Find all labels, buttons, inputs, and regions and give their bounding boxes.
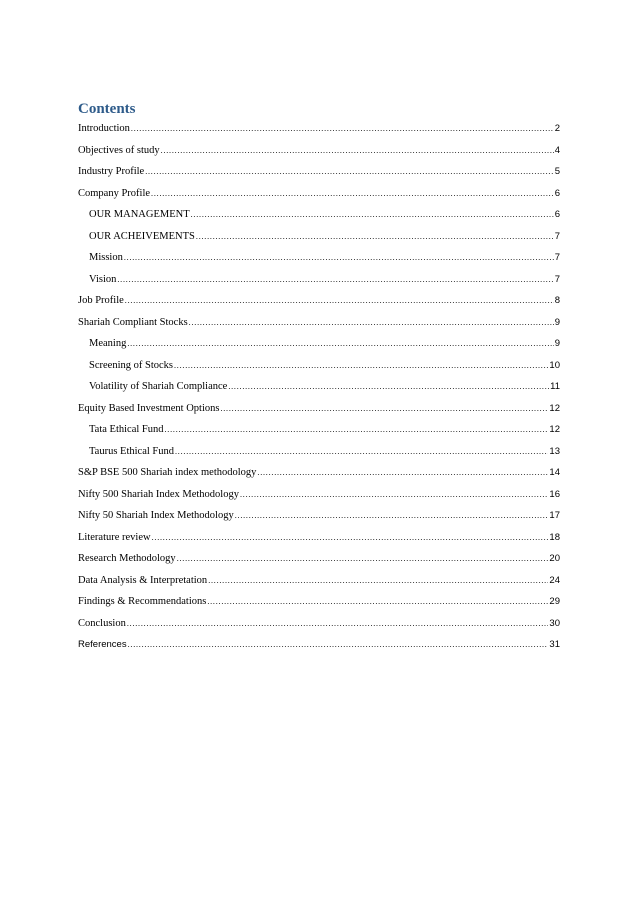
toc-entry-title[interactable]: Mission [89, 252, 123, 263]
toc-entry-title[interactable]: Literature review [78, 531, 151, 543]
toc-entry-page-number[interactable]: 10 [549, 359, 560, 371]
toc-entry-page-number[interactable]: 7 [554, 252, 560, 263]
toc-entry-title[interactable]: Research Methodology [78, 553, 176, 564]
dot-leader [257, 465, 548, 481]
toc-entry-page-number[interactable]: 5 [554, 166, 560, 177]
table-of-contents [78, 121, 560, 659]
toc-entry-title[interactable]: References [78, 639, 127, 650]
dot-leader [165, 422, 549, 438]
toc-entry-title[interactable]: Meaning [89, 338, 127, 349]
toc-entry[interactable] [78, 186, 560, 208]
dot-leader [220, 401, 548, 417]
toc-entry-page-number[interactable]: 6 [554, 209, 560, 220]
toc-entry[interactable] [78, 508, 560, 530]
dot-leader [177, 551, 549, 567]
toc-entry-page-number[interactable]: 29 [549, 596, 560, 607]
toc-entry[interactable] [78, 379, 560, 401]
toc-entry-page-number[interactable]: 7 [554, 230, 560, 242]
toc-entry-page-number[interactable]: 18 [549, 531, 560, 543]
toc-entry-title[interactable]: Nifty 50 Shariah Index Methodology [78, 510, 234, 521]
toc-entry-page-number[interactable]: 2 [554, 123, 560, 134]
toc-entry-title[interactable]: Screening of Stocks [89, 359, 173, 371]
toc-entry-title[interactable]: Vision [89, 273, 117, 285]
toc-entry[interactable] [78, 487, 560, 509]
toc-entry[interactable] [78, 121, 560, 143]
dot-leader [127, 336, 553, 352]
toc-entry-title[interactable]: Data Analysis & Interpretation [78, 574, 208, 586]
toc-entry-page-number[interactable]: 13 [549, 445, 560, 457]
toc-entry-page-number[interactable]: 31 [549, 639, 560, 650]
dot-leader [161, 143, 554, 159]
dot-leader [117, 272, 553, 288]
toc-entry-title[interactable]: Volatility of Shariah Compliance [89, 381, 228, 392]
dot-leader [240, 487, 548, 503]
toc-entry-page-number[interactable]: 17 [549, 510, 560, 521]
dot-leader [131, 121, 554, 137]
toc-entry[interactable] [78, 465, 560, 487]
toc-entry-page-number[interactable]: 20 [549, 553, 560, 564]
toc-entry-page-number[interactable]: 24 [549, 574, 560, 586]
toc-entry[interactable] [78, 358, 560, 380]
dot-leader [152, 530, 549, 546]
toc-entry-title[interactable]: OUR MANAGEMENT [89, 209, 190, 220]
toc-entry-page-number[interactable]: 16 [549, 488, 560, 500]
dot-leader [125, 293, 554, 309]
toc-entry-page-number[interactable]: 14 [549, 467, 560, 478]
toc-entry[interactable] [78, 143, 560, 165]
toc-entry[interactable] [78, 164, 560, 186]
toc-entry-page-number[interactable]: 8 [554, 295, 560, 306]
toc-heading: Contents [78, 101, 136, 117]
toc-entry-title[interactable]: Taurus Ethical Fund [89, 445, 174, 457]
dot-leader [208, 573, 548, 589]
toc-entry-page-number[interactable]: 9 [554, 316, 560, 328]
toc-entry-page-number[interactable]: 12 [549, 424, 560, 435]
toc-entry[interactable] [78, 573, 560, 595]
dot-leader [124, 250, 554, 266]
toc-entry-title[interactable]: Conclusion [78, 617, 126, 629]
toc-entry[interactable] [78, 315, 560, 337]
toc-entry-title[interactable]: Introduction [78, 123, 130, 134]
toc-entry[interactable] [78, 336, 560, 358]
toc-entry-title[interactable]: Company Profile [78, 187, 151, 199]
toc-entry[interactable] [78, 401, 560, 423]
toc-entry[interactable] [78, 594, 560, 616]
dot-leader [174, 358, 548, 374]
toc-entry-page-number[interactable]: 9 [554, 338, 560, 349]
toc-entry[interactable] [78, 229, 560, 251]
toc-entry-page-number[interactable]: 12 [549, 402, 560, 414]
toc-entry-title[interactable]: Job Profile [78, 295, 124, 306]
dot-leader [228, 379, 549, 395]
toc-entry-page-number[interactable]: 11 [550, 381, 560, 392]
dot-leader [196, 229, 554, 245]
toc-entry-title[interactable]: S&P BSE 500 Shariah index methodology [78, 467, 257, 478]
toc-entry-title[interactable]: Tata Ethical Fund [89, 424, 164, 435]
toc-entry[interactable] [78, 422, 560, 444]
toc-entry-page-number[interactable]: 6 [554, 187, 560, 199]
toc-entry-title[interactable]: Objectives of study [78, 144, 160, 156]
toc-entry[interactable] [78, 551, 560, 573]
toc-entry[interactable] [78, 530, 560, 552]
toc-entry-page-number[interactable]: 4 [554, 144, 560, 156]
toc-entry-title[interactable]: Findings & Recommendations [78, 596, 207, 607]
toc-entry[interactable] [78, 272, 560, 294]
toc-entry-title[interactable]: Nifty 500 Shariah Index Methodology [78, 488, 239, 500]
toc-entry-title[interactable]: Equity Based Investment Options [78, 402, 220, 414]
dot-leader [151, 186, 554, 202]
toc-entry-page-number[interactable]: 30 [549, 617, 560, 629]
toc-entry[interactable] [78, 293, 560, 315]
toc-entry[interactable] [78, 250, 560, 272]
toc-entry[interactable] [78, 637, 560, 659]
toc-entry-title[interactable]: OUR ACHEIVEMENTS [89, 230, 195, 242]
toc-entry[interactable] [78, 207, 560, 229]
dot-leader [127, 616, 549, 632]
toc-entry[interactable] [78, 616, 560, 638]
dot-leader [175, 444, 548, 460]
dot-leader [235, 508, 549, 524]
dot-leader [145, 164, 554, 180]
toc-entry-title[interactable]: Shariah Compliant Stocks [78, 316, 188, 328]
dot-leader [207, 594, 548, 610]
toc-entry-page-number[interactable]: 7 [554, 273, 560, 285]
toc-entry[interactable] [78, 444, 560, 466]
dot-leader [189, 315, 554, 331]
dot-leader [191, 207, 554, 223]
toc-entry-title[interactable]: Industry Profile [78, 166, 145, 177]
dot-leader [128, 637, 549, 653]
